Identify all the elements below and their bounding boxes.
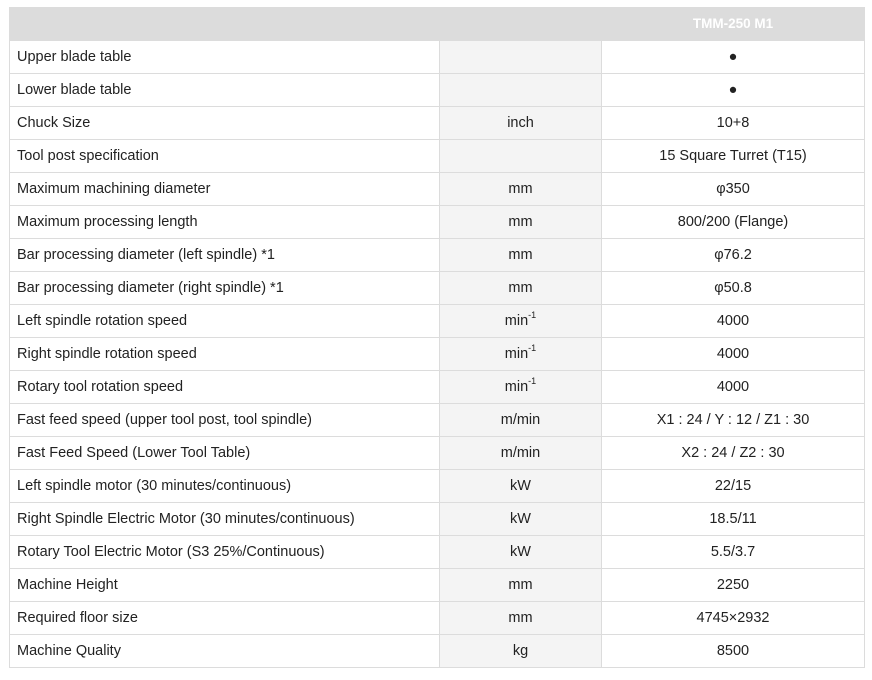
spec-item-label: Machine Quality: [10, 635, 440, 668]
table-row: [10, 602, 865, 635]
unit-text: mm: [508, 280, 533, 296]
table-row: [10, 404, 865, 437]
spec-value: 2250: [602, 569, 865, 602]
spec-item-label: Maximum machining diameter: [10, 173, 440, 206]
spec-value: ●: [602, 74, 865, 107]
unit-text: kg: [512, 643, 529, 659]
spec-item-label: Bar processing diameter (left spindle) *1: [10, 239, 440, 272]
spec-value: 4000: [602, 305, 865, 338]
spec-item-label: Upper blade table: [10, 41, 440, 74]
spec-unit: [440, 338, 602, 371]
table-row: [10, 140, 865, 173]
spec-item-label: Lower blade table: [10, 74, 440, 107]
spec-unit: [440, 635, 602, 668]
spec-unit: [440, 437, 602, 470]
header-row: [10, 8, 865, 41]
spec-value: 4000: [602, 371, 865, 404]
spec-value: 15 Square Turret (T15): [602, 140, 865, 173]
spec-item-label: Left spindle rotation speed: [10, 305, 440, 338]
spec-value: 10+8: [602, 107, 865, 140]
unit-superscript: -1: [528, 310, 537, 321]
spec-item-label: Right spindle rotation speed: [10, 338, 440, 371]
spec-item-label: Left spindle motor (30 minutes/continuous): [10, 470, 440, 503]
unit-text: kW: [510, 511, 531, 527]
spec-unit: [440, 206, 602, 239]
spec-value: φ350: [602, 173, 865, 206]
unit-text: m/min: [500, 412, 541, 428]
table-row: [10, 239, 865, 272]
table-row: [10, 470, 865, 503]
spec-item-label: Required floor size: [10, 602, 440, 635]
header-unit-cell: [440, 8, 602, 41]
unit-superscript: -1: [528, 343, 537, 354]
table-row: [10, 371, 865, 404]
spec-table: [9, 7, 865, 668]
spec-value: ●: [602, 41, 865, 74]
spec-item-label: Fast feed speed (upper tool post, tool spindle): [10, 404, 440, 437]
spec-unit: [440, 371, 602, 404]
spec-value: 800/200 (Flange): [602, 206, 865, 239]
spec-table-header: [10, 8, 865, 41]
unit-text: min: [504, 379, 529, 395]
spec-unit: [440, 272, 602, 305]
unit-text: kW: [510, 544, 531, 560]
spec-table-container: [9, 7, 864, 668]
table-row: [10, 437, 865, 470]
table-row: [10, 338, 865, 371]
spec-unit: [440, 404, 602, 437]
spec-unit: [440, 239, 602, 272]
unit-text: min: [504, 346, 529, 362]
spec-unit: [440, 569, 602, 602]
table-row: [10, 41, 865, 74]
table-row: [10, 503, 865, 536]
table-row: [10, 272, 865, 305]
unit-text: mm: [508, 610, 533, 626]
spec-table-body: [10, 41, 865, 668]
spec-unit: [440, 470, 602, 503]
spec-item-label: Bar processing diameter (right spindle) *1: [10, 272, 440, 305]
unit-text: min: [504, 313, 529, 329]
spec-value: X2 : 24 / Z2 : 30: [602, 437, 865, 470]
spec-unit: [440, 41, 602, 74]
table-row: [10, 305, 865, 338]
spec-unit: [440, 602, 602, 635]
spec-item-label: Rotary tool rotation speed: [10, 371, 440, 404]
spec-unit: [440, 74, 602, 107]
unit-text: mm: [508, 214, 533, 230]
spec-unit: [440, 536, 602, 569]
spec-item-label: Tool post specification: [10, 140, 440, 173]
table-row: [10, 107, 865, 140]
spec-unit: [440, 140, 602, 173]
unit-text: mm: [508, 577, 533, 593]
spec-item-label: Chuck Size: [10, 107, 440, 140]
table-row: [10, 173, 865, 206]
unit-text: inch: [507, 115, 534, 131]
spec-unit: [440, 173, 602, 206]
spec-item-label: Machine Height: [10, 569, 440, 602]
spec-value: 22/15: [602, 470, 865, 503]
spec-item-label: Fast Feed Speed (Lower Tool Table): [10, 437, 440, 470]
spec-unit: [440, 305, 602, 338]
unit-superscript: -1: [528, 376, 537, 387]
table-row: [10, 74, 865, 107]
spec-value: 8500: [602, 635, 865, 668]
spec-unit: [440, 107, 602, 140]
spec-value: 4000: [602, 338, 865, 371]
spec-value: φ76.2: [602, 239, 865, 272]
unit-text: m/min: [500, 445, 541, 461]
spec-value: 4745×2932: [602, 602, 865, 635]
unit-text: kW: [510, 478, 531, 494]
spec-item-label: Rotary Tool Electric Motor (S3 25%/Continuous): [10, 536, 440, 569]
unit-text: mm: [508, 181, 533, 197]
table-row: [10, 569, 865, 602]
spec-item-label: Maximum processing length: [10, 206, 440, 239]
spec-value: X1 : 24 / Y : 12 / Z1 : 30: [602, 404, 865, 437]
table-row: [10, 635, 865, 668]
table-row: [10, 206, 865, 239]
spec-value: φ50.8: [602, 272, 865, 305]
table-row: [10, 536, 865, 569]
spec-unit: [440, 503, 602, 536]
spec-value: 5.5/3.7: [602, 536, 865, 569]
header-item-cell: [10, 8, 440, 41]
spec-item-label: Right Spindle Electric Motor (30 minutes/continuous): [10, 503, 440, 536]
unit-text: mm: [508, 247, 533, 263]
header-model-name: TMM-250 M1: [602, 8, 865, 41]
spec-value: 18.5/11: [602, 503, 865, 536]
